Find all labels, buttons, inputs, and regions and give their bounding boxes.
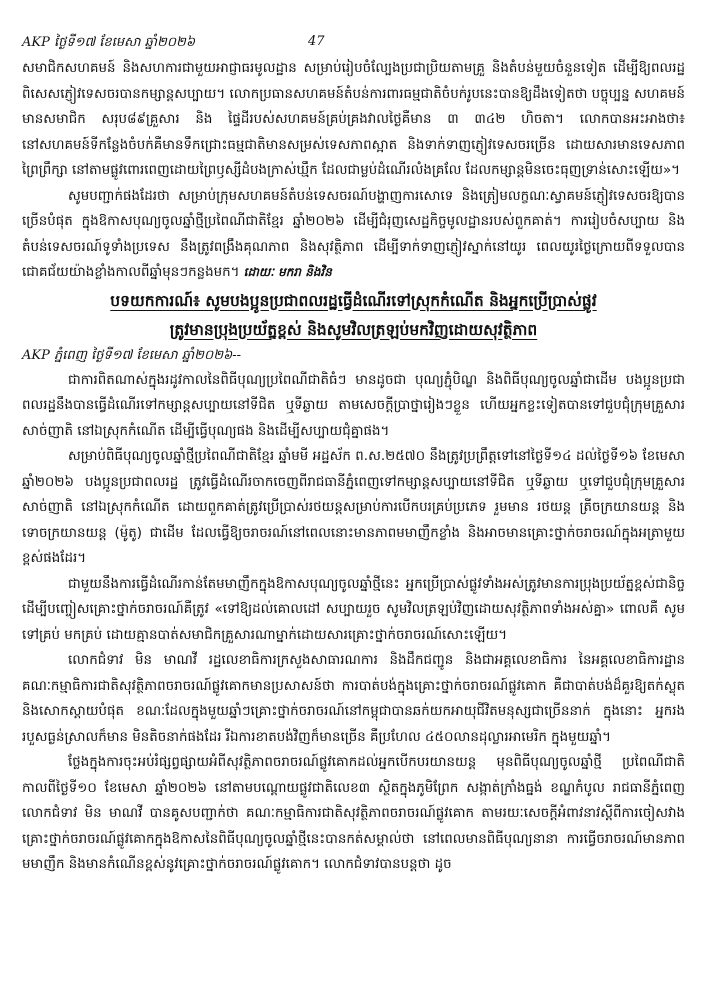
paragraph-1: សមាជិកសហគមន៍ និងសហការជាមួយអាជ្ញាធរមូលដ្ឋាន សម្រាប់រៀបចំល្បែងប្រជាប្រិយតាមគ្រួ និងតំបន់មួយចំនួនទៀត ដើម្បីឱ្យពលរដ្ឋ ពិសេសភ្ញៀវទេសចរបានកម្សាន្តសប្បាយ។ លោកប្រធានសហគមន៍តំបន់ការពារធម្មជាតិចំបក់រូបនេះបានឱ្យដឹងទៀតថា បច្ចុប្បន្ន សហគមន៍មានសមាជិក សរុប៨៩គ្រួសារ និង ផ្ទៃដីរបស់សហគមន៍គ្រប់គ្រងវាលថ្ងៃគឺមាន ៣ ៣៤២ ហិចតា។ លោកបានអះអាងថា៖ នៅសហគមន៍ទីកន្លែងចំបក់គឺមានទឹកជ្រោះធម្មជាតិមានសម្រស់ទេសភាពស្អាត និងទាក់ទាញភ្ញៀវទេសចរច្រើន ដោយសារមានទេសភាពព្រៃព្រឹក្សា នៅតាមផ្លូវពោរពេញដោយព្រៃឫស្សីដំបងក្រាស់ឃ្មឹក ដែលជាម្លប់ដំណើរលំងគ្រលែ ដែលកម្សាន្តមិនចេះធុញទ្រាន់សោះឡើយ»។ xyxy=(22,61,685,178)
page-header xyxy=(22,34,685,56)
page-number: 47 xyxy=(308,34,325,49)
article-headline-line-1: បទយកការណ៍៖ សូមបងប្អូនប្រជាពលរដ្ឋធ្វើដំណើរទៅស្រុកកំណើត និងអ្នកប្រើប្រាស់ផ្លូវ xyxy=(110,291,597,310)
paragraph-3: ជាការពិតណាស់ក្នុងរដូវកាលនៃពិធីបុណ្យប្រពៃណីជាតិធំៗ មានដូចជា បុណ្យភ្ជុំបិណ្ឌ និងពិធីបុណ្យចូលឆ្នាំជាដើម បងប្អូនប្រជាពលរដ្ឋនឹងបានធ្វើដំណើរទៅកម្សាន្តសប្បាយនៅទីជិត ឬទីឆ្ងាយ តាមសេចក្តីប្រាថ្នារៀងៗខ្លួន ហើយអ្នកខ្លះទៀតបានទៅជួបជុំក្រុមគ្រួសារ សាច់ញាតិ នៅឯស្រុកកំណើត ដើម្បីធ្វើបុណ្យផង និងដើម្បីសប្បាយជុំគ្នាផង។ xyxy=(22,372,685,439)
header-agency-date: AKP ថ្ងៃទី១៧ ខែមេសា ឆ្នាំ២០២៦ xyxy=(22,35,196,50)
paragraph-2 xyxy=(22,184,685,286)
paragraph-7: ថ្លែងក្នុងការចុះអប់រំផ្សព្វផ្សាយអំពីសុវត្ថិភាពចរាចរណ៍ផ្លូវគោកដល់អ្នកបើកបរយានយន្ត មុនពិធីបុណ្យចូលឆ្នាំថ្មី ប្រពៃណីជាតិ កាលពីថ្ងៃទី១០ ខែមេសា ឆ្នាំ២០២៦ នៅតាមបណ្តោយផ្លូវជាតិលេខ៣ ស្ថិតក្នុងភូមិព្រែក សង្កាត់ក្រាំងធ្នង់ ខណ្ឌកំបូល រាជធានីភ្នំពេញ លោកជំទាវ មិន មាណវី បានគូសបញ្ជាក់ថា គណៈកម្មាធិការជាតិសុវត្ថិភាពចរាចរណ៍ផ្លូវគោក តាមរយៈសេចក្តីអំពាវនាវស្តីពីការចៀសវាងគ្រោះថ្នាក់ចរាចរណ៍ផ្លូវគោកក្នុងឱកាសនៃពិធីបុណ្យចូលឆ្នាំថ្មីនេះបានកត់សម្គាល់ថា នៅពេលមានពិធីបុណ្យនានា ការធ្វើចរាចរណ៍មានភាពមមាញឹក និងមានកំណើនខ្ពស់នូវគ្រោះថ្នាក់ចរាចរណ៍ផ្លូវគោក។ លោកជំទាវបានបន្តថា ដូច xyxy=(22,755,685,872)
author-credit: ដោយៈ មករា និងវិន xyxy=(243,265,332,279)
paragraph-2-text: សូមបញ្ជាក់ផងដែរថា សម្រាប់ក្រុមសហគមន៍តំបន់ទេសចរណ៍បង្ហាញការសោទេ និងត្រៀមលក្ខណៈស្វាគមន៍ភ្ញៀវទេសចរឱ្យបានច្រើនបំផុត ក្នុងឱកាសបុណ្យចូលឆ្នាំថ្មីប្រពៃណីជាតិខ្មែរ ឆ្នាំ២០២៦ ដើម្បីជំរុញសេដ្ឋកិច្ចមូលដ្ឋានរបស់ពួកគាត់។ ការរៀបចំសប្បាយ និងតំបន់ទេសចរណ៍ទូទាំងប្រទេស នឹងត្រូវពង្រឹងគុណភាព និងសុវត្ថិភាព ដើម្បីទាក់ទាញភ្ញៀវស្នាក់នៅយូរ ពេលយូរថ្ងៃក្រោយពីទទួលបានជោគជ័យយ៉ាងខ្លាំងកាលពីឆ្នាំមុនៗកន្លងមក។ xyxy=(22,188,685,280)
paragraph-4: សម្រាប់ពិធីបុណ្យចូលឆ្នាំថ្មីប្រពៃណីជាតិខ្មែរ ឆ្នាំមមី អដ្ឋស័ក ព.ស.២៥៧០ នឹងត្រូវប្រព្រឹត្តទៅនៅថ្ងៃទី១៤ ដល់ថ្ងៃទី១៦ ខែមេសា ឆ្នាំ២០២៦ បងប្អូនប្រជាពលរដ្ឋ ត្រូវធ្វើដំណើរចាកចេញពីរាជធានីភ្នំពេញទៅកម្សាន្តសប្បាយនៅទីជិត ឬទីឆ្ងាយ ឬទៅជួបជុំក្រុមគ្រួសារ សាច់ញាតិ នៅឯស្រុកកំណើត ដោយពួកគាត់ត្រូវប្រើប្រាស់រថយន្តសម្រាប់ការបើកបរគ្រប់ប្រភេទ រួមមាន រថយន្ត ត្រីចក្រយានយន្ត និងទោចក្រយានយន្ត (ម៉ូតូ) ជាដើម ដែលធ្វើឱ្យចរាចរណ៍នៅពេលនោះមានភាពមមាញឹកខ្លាំង និងអាចមានគ្រោះថ្នាក់ចរាចរណ៍ក្នុងអត្រាមួយខ្ពស់ផងដែរ។ xyxy=(22,449,685,566)
paragraph-5: ជាមួយនឹងការធ្វើដំណើរកាន់តែមមាញឹកក្នុងឱកាសបុណ្យចូលឆ្នាំថ្មីនេះ អ្នកប្រើប្រាស់ផ្លូវទាំងអស់ត្រូវមានការប្រុងប្រយ័ត្នខ្ពស់ជានិច្ច ដើម្បីបញ្ចៀសគ្រោះថ្នាក់ចរាចរណ៍គឺត្រូវ «ទៅឱ្យដល់គោលដៅ សប្បាយរួច សូមវិលត្រឡប់វិញដោយសុវត្ថិភាពទាំងអស់គ្នា» ពោលគឺ សូមទៅគ្រប់ មកគ្រប់ ដោយគ្មានបាត់សមាជិកគ្រួសារណាម្នាក់ដោយសារគ្រោះថ្នាក់ចរាចរណ៍សោះឡើយ។ xyxy=(22,576,685,643)
paragraph-6: លោកជំទាវ មិន មាណវី រដ្ឋលេខាធិការក្រសួងសាធារណការ និងដឹកជញ្ជូន និងជាអគ្គលេខាធិការ នៃអគ្គលេខាធិការដ្ឋានគណៈកម្មាធិការជាតិសុវត្ថិភាពចរាចរណ៍ផ្លូវគោកមានប្រសាសន៍ថា ការបាត់បង់ក្នុងគ្រោះថ្នាក់ចរាចរណ៍ផ្លូវគោក គឺជាបាត់បង់ដ៏គួរឱ្យតក់ស្លុត និងសោកស្តាយបំផុត ខណៈដែលក្នុងមួយឆ្នាំៗគ្រោះថ្នាក់ចរាចរណ៍នៅកម្ពុជាបានឆក់យកអាយុជីវិតមនុស្សជាច្រើននាក់ ក្នុងនោះ អ្នករងរបួសធ្ងន់ស្រាលក៏មាន មិនតិចនាក់ផងដែរ រីឯការខាតបង់វិញក៏មានច្រើន គឺប្រហែល ៤៥០លានដុល្លារអាមេរិក ក្នុងមួយឆ្នាំ។ xyxy=(22,653,685,745)
article-dateline: AKP ភ្នំពេញ ថ្ងៃទី១៧ ខែមេសា ឆ្នាំ២០២៦-- xyxy=(22,347,242,363)
article-headline-line-2: ត្រូវមានប្រុងប្រយ័ត្នខ្ពស់ និងសូមវិលត្រឡប់មកវិញដោយសុវត្ថិភាព xyxy=(169,320,538,339)
